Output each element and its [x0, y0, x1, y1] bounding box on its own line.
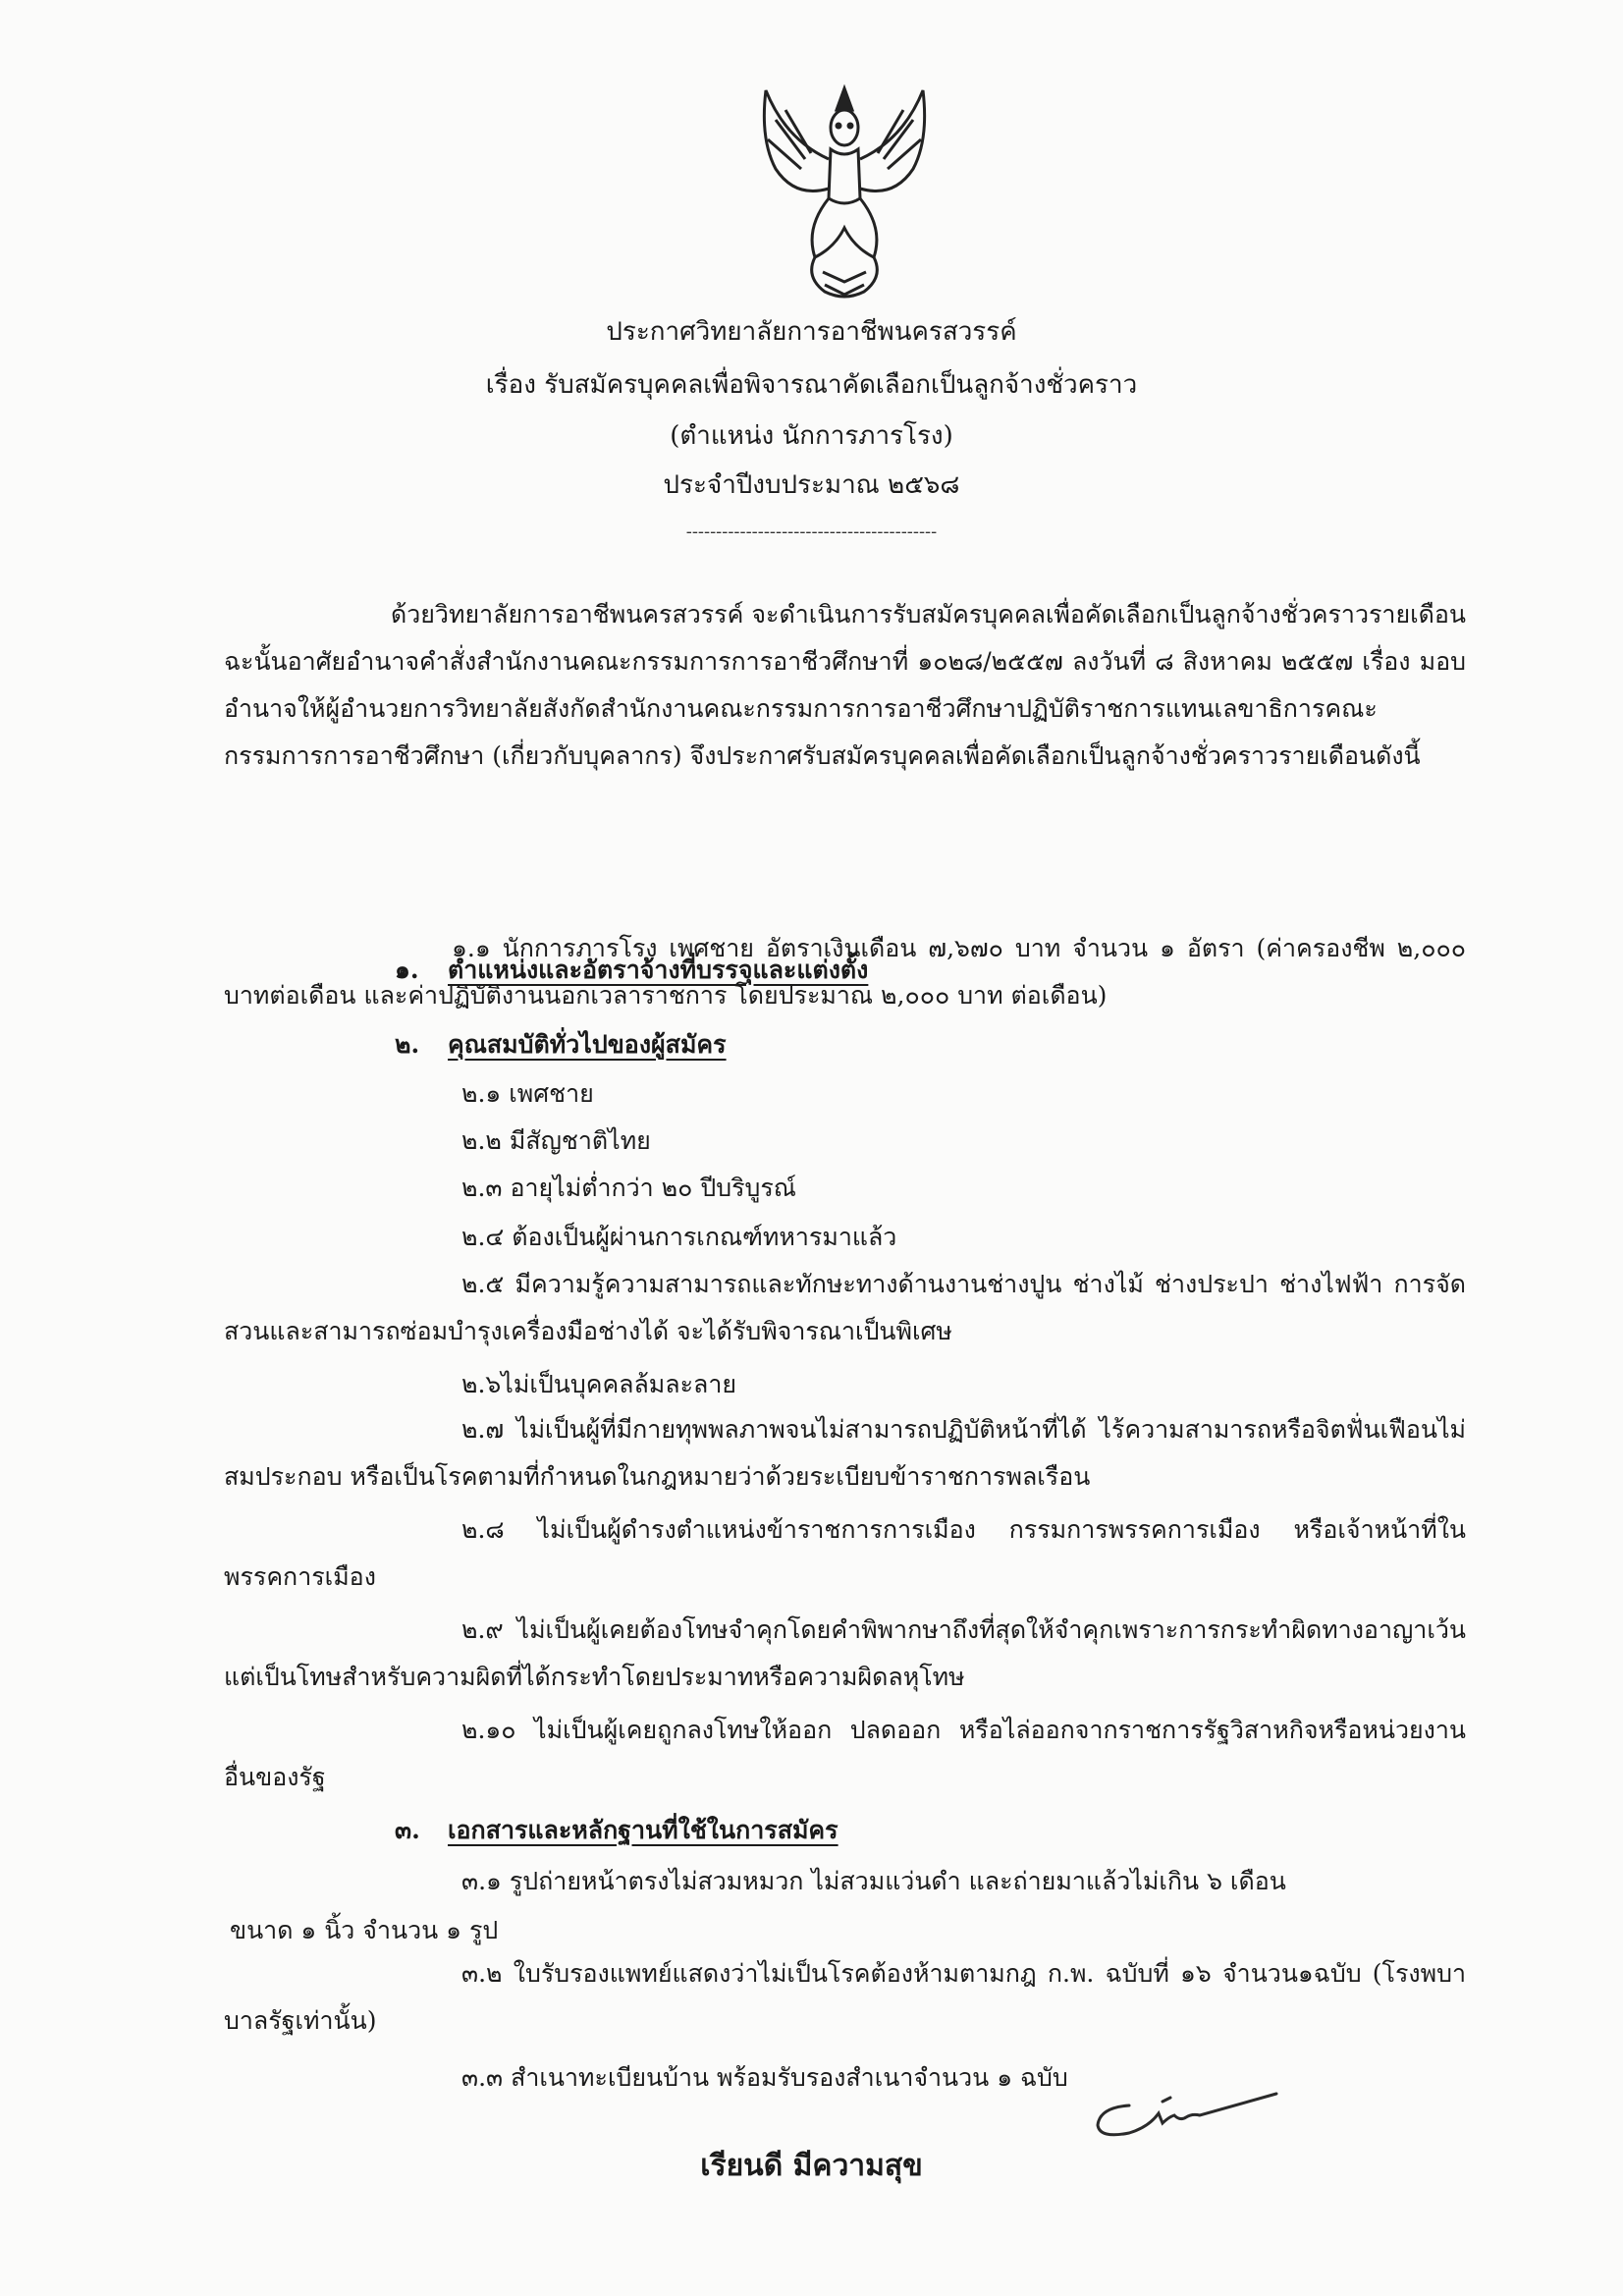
header-divider: ------------------------------------------ — [685, 521, 938, 542]
section-2-item-4: ๒.๔ ต้องเป็นผู้ผ่านการเกณฑ์ทหารมาแล้ว — [461, 1223, 897, 1251]
garuda-emblem-icon — [746, 81, 943, 306]
section-2-item-1: ๒.๑ เพศชาย — [461, 1079, 594, 1108]
section-3-item-2: ๓.๒ ใบรับรองแพทย์แสดงว่าไม่เป็นโรคต้องห้ามตามกฎ ก.พ. ฉบับที่ ๑๖ จำนวน๑ฉบับ (โรงพบาบาลรัฐเท่านั้น) — [224, 1959, 1466, 2035]
section-2-title: คุณสมบัติทั่วไปของผู้สมัคร — [448, 1030, 727, 1059]
announcement-subject: เรื่อง รับสมัครบุคคลเพื่อพิจารณาคัดเลือกเป็นลูกจ้างชั่วคราว — [485, 370, 1138, 400]
section-2-item-3: ๒.๓ อายุไม่ต่ำกว่า ๒๐ ปีบริบูรณ์ — [461, 1174, 796, 1202]
section-2-item-6: ๒.๖ไม่เป็นบุคคลล้มละลาย — [461, 1370, 737, 1398]
section-2-number: ๒. — [395, 1030, 420, 1059]
closing-text: เรียนดี มีความสุข — [700, 2149, 923, 2183]
section-1-number: ๑. — [395, 956, 419, 984]
section-1-title: ตำแหน่งและอัตราจ้างที่บรรจุและแต่งตั้ง — [448, 956, 869, 984]
section-2-item-5: ๒.๕ มีความรู้ความสามารถและทักษะทางด้านงานช่างปูน ช่างไม้ ช่างประปา ช่างไฟฟ้า การจัดสวนและสามารถซ่อมบำรุงเครื่องมือช่างได้ จะได้รับพิจารณาเป็นพิเศษ — [224, 1270, 1466, 1345]
section-3-title: เอกสารและหลักฐานที่ใช้ในการสมัคร — [448, 1816, 839, 1844]
section-1-item-1: ๑.๑ นักการภารโรง เพศชาย อัตราเงินเดือน ๗,๖๗๐ บาท จำนวน ๑ อัตรา (ค่าครองชีพ ๒,๐๐๐ บาทต่อเดือน และค่าปฏิบัติงานนอกเวลาราชการ โดยประมาณ ๒,๐๐๐ บาท ต่อเดือน) — [224, 934, 1466, 1010]
section-2-item-9: ๒.๙ ไม่เป็นผู้เคยต้องโทษจำคุกโดยคำพิพากษาถึงที่สุดให้จำคุกเพราะการกระทำผิดทางอาญาเว้นแต่เป็นโทษสำหรับความผิดที่ได้กระทำโดยประมาทหรือความผิดลหุโทษ — [224, 1615, 1466, 1691]
announcement-fiscal-year: ประจำปีงบประมาณ ๒๕๖๘ — [663, 470, 960, 500]
intro-paragraph: ด้วยวิทยาลัยการอาชีพนครสวรรค์ จะดำเนินการรับสมัครบุคคลเพื่อคัดเลือกเป็นลูกจ้างชั่วคราวรายเดือน ฉะนั้นอาศัยอำนาจคำสั่งสำนักงานคณะกรรมการการอาชีวศึกษาที่ ๑๐๒๘/๒๕๕๗ ลงวันที่ ๘ สิงหาคม ๒๕๕๗ เรื่อง มอบอำนาจให้ผู้อำนวยการวิทยาลัยสังกัดสำนักงานคณะกรรมการการอาชีวศึกษาปฏิบัติราชการแทนเลขาธิการคณะกรรมการการอาชีวศึกษา (เกี่ยวกับบุคลากร) จึงประกาศรับสมัครบุคคลเพื่อคัดเลือกเป็นลูกจ้างชั่วคราวรายเดือนดังนี้ — [224, 600, 1466, 770]
section-2-item-10: ๒.๑๐ ไม่เป็นผู้เคยถูกลงโทษให้ออก ปลดออก หรือไล่ออกจากราชการรัฐวิสาหกิจหรือหน่วยงานอื่นของรัฐ — [224, 1716, 1466, 1791]
section-3-item-3: ๓.๓ สำเนาทะเบียนบ้าน พร้อมรับรองสำเนาจำนวน ๑ ฉบับ — [461, 2063, 1068, 2092]
section-2-item-8: ๒.๘ ไม่เป็นผู้ดำรงตำแหน่งข้าราชการการเมือง กรรมการพรรคการเมือง หรือเจ้าหน้าที่ในพรรคการเมือง — [224, 1515, 1466, 1591]
announcement-position: (ตำแหน่ง นักการภารโรง) — [670, 421, 953, 451]
section-2-item-2: ๒.๒ มีสัญชาติไทย — [461, 1126, 651, 1155]
section-2-heading — [395, 1025, 727, 1065]
announcement-title: ประกาศวิทยาลัยการอาชีพนครสวรรค์ — [606, 317, 1017, 347]
section-3-heading — [395, 1811, 839, 1850]
section-3-item-1-line-2: ขนาด ๑ นิ้ว จำนวน ๑ รูป — [230, 1916, 499, 1944]
section-3-number: ๓. — [395, 1816, 420, 1844]
section-3-item-1-line-1: ๓.๑ รูปถ่ายหน้าตรงไม่สวมหมวก ไม่สวมแว่นดำ และถ่ายมาแล้วไม่เกิน ๖ เดือน — [461, 1867, 1286, 1895]
section-2-item-7: ๒.๗ ไม่เป็นผู้ที่มีกายทุพพลภาพจนไม่สามารถปฏิบัติหน้าที่ได้ ไร้ความสามารถหรือจิตฟั่นเฟือนไม่สมประกอบ หรือเป็นโรคตามที่กำหนดในกฎหมายว่าด้วยระเบียบข้าราชการพลเรือน — [224, 1415, 1466, 1491]
